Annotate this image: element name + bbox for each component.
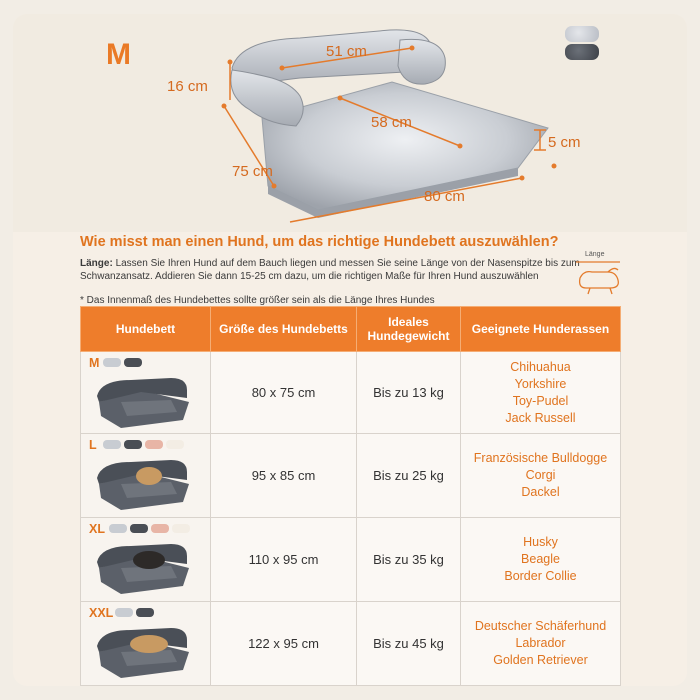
size-label: XL [89,522,105,536]
breed-name: Chihuahua [510,359,571,374]
base-height-label: 5 cm [548,134,581,151]
color-swatches [103,358,142,367]
color-swatch[interactable] [115,608,133,617]
ideal-weight: Bis zu 35 kg [357,518,461,602]
breed-name: Border Collie [504,569,577,583]
ideal-weight: Bis zu 45 kg [357,602,461,686]
dog-icon [133,551,165,569]
width-label: 80 cm [424,188,465,205]
inner-size-note: * Das Innenmaß des Hundebettes sollte größer sein als die Länge Ihres Hundes [80,295,435,306]
breed-name: Yorkshire [514,376,567,391]
bed-thumbnail [91,538,191,598]
table-row [81,518,621,602]
suitable-breeds [461,518,621,602]
color-swatch[interactable] [103,440,121,449]
breed-name: Toy-Pudel [512,393,569,408]
color-swatch[interactable] [124,440,142,449]
table-row [81,434,621,518]
color-swatch[interactable] [172,524,190,533]
table-header-row [81,307,621,352]
header-bed: Hundebett [81,307,211,352]
measurement-question: Wie misst man einen Hund, um das richtige Hundebett auszuwählen? [80,234,559,250]
depth-label: 75 cm [232,163,273,180]
bed-dimensions: 80 x 75 cm [211,352,357,434]
color-swatch[interactable] [145,440,163,449]
breed-name: Jack Russell [505,410,576,425]
color-swatch[interactable] [109,524,127,533]
breed-name: Golden Retriever [493,653,588,667]
breed-name: Corgi [525,468,556,482]
color-swatches [109,524,190,533]
height-label: 16 cm [167,78,208,95]
header-bed-size: Größe des Hundebetts [211,307,357,352]
dog-length-label: Länge [585,251,605,258]
size-label: XXL [89,606,114,620]
color-swatch[interactable] [103,358,121,367]
bed-image-cell [81,434,211,518]
table-row [81,352,621,434]
size-label: M [89,356,100,370]
bed-image-cell [81,352,211,434]
size-chart-table [80,306,621,686]
color-swatch[interactable] [130,524,148,533]
color-swatch[interactable] [136,608,154,617]
suitable-breeds [461,602,621,686]
size-letter: M [106,38,131,71]
bed-dimensions: 110 x 95 cm [211,518,357,602]
bed-image-cell [81,602,211,686]
color-swatch[interactable] [166,440,184,449]
inner-width-label: 51 cm [326,43,367,60]
bed-thumbnail [91,454,191,514]
breed-name: Husky [523,535,558,549]
inner-depth-label: 58 cm [371,114,412,131]
table-row [81,602,621,686]
size-label: L [89,438,97,452]
bed-thumbnail [91,622,191,682]
color-swatches [103,440,184,449]
suitable-breeds [461,434,621,518]
ideal-weight: Bis zu 13 kg [357,352,461,434]
breed-name: Deutscher Schäferhund [474,619,607,633]
color-swatches [115,608,154,617]
breed-name: Labrador [515,636,566,650]
ideal-weight: Bis zu 25 kg [357,434,461,518]
bed-dimensions: 122 x 95 cm [211,602,357,686]
color-swatch[interactable] [124,358,142,367]
dog-icon [130,635,168,653]
measurement-instruction [80,258,580,283]
breed-name: Dackel [521,485,560,499]
bed-image-cell [81,518,211,602]
color-swatch[interactable] [151,524,169,533]
bed-thumbnail [91,372,191,432]
breed-name: Französische Bulldogge [473,451,608,465]
dog-icon [136,467,162,485]
header-ideal-weight: Ideales Hundegewicht [357,307,461,352]
bed-dimensions: 95 x 85 cm [211,434,357,518]
instruction-text: Lassen Sie Ihren Hund auf dem Bauch liegen und messen Sie seine Länge von der Nasenspitze bis zum Schwanzansatz. Addieren Sie dann 15-25 cm dazu, um die richtigen Maße für Ihren Hund auszuwählen [80,258,580,282]
breed-name: Beagle [521,552,560,566]
header-breeds: Geeignete Hunderassen [461,307,621,352]
suitable-breeds [461,352,621,434]
instruction-bold: Länge: [80,258,113,269]
